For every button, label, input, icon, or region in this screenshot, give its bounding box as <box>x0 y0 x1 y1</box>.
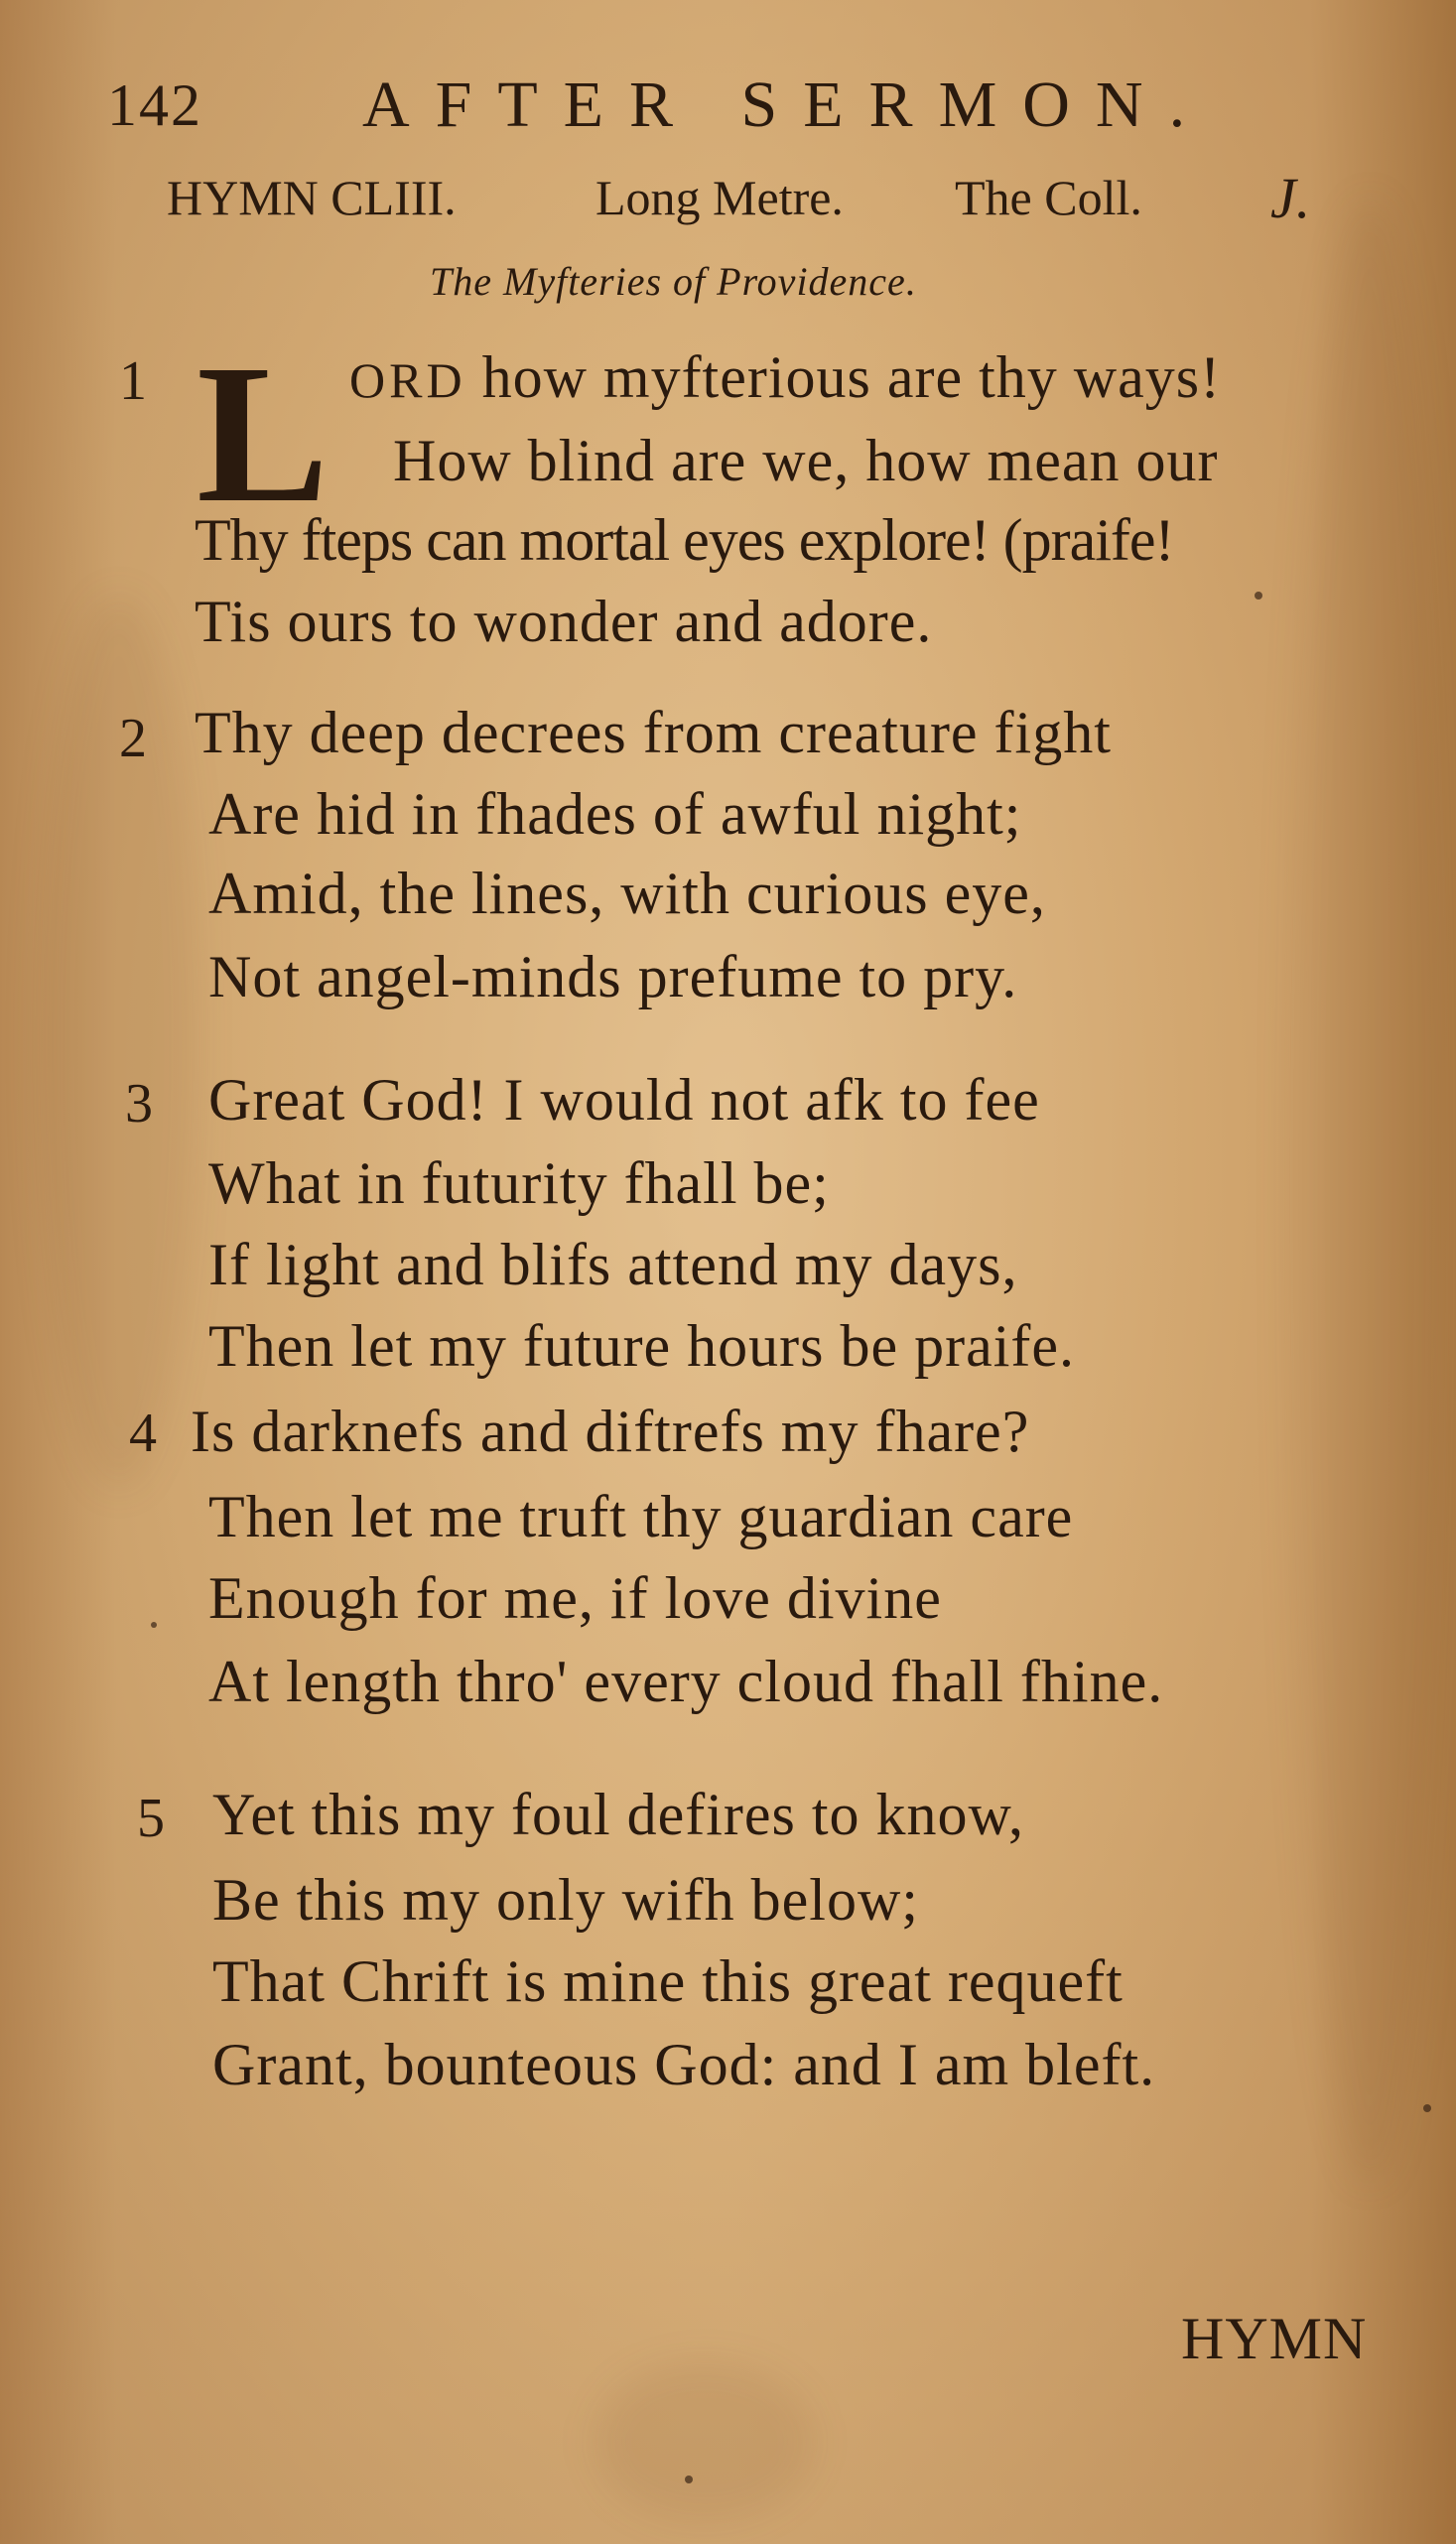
hymn-metre: Long Metre. <box>596 170 844 225</box>
verse-line: Amid, the lines, with curious eye, <box>208 861 1046 926</box>
hymn-tune: The Coll. <box>955 170 1142 225</box>
verse-line <box>349 343 1221 412</box>
verse-line: Is darknefs and diftrefs my fhare? <box>191 1399 1030 1464</box>
verse-line: If light and blifs attend my days, <box>208 1232 1018 1297</box>
verse-line: How blind are we, how mean our <box>393 428 1219 493</box>
line-text: how myfterious are thy ways! <box>465 344 1222 410</box>
hymn-mark: J. <box>1270 166 1311 230</box>
ink-fleck <box>151 1622 157 1628</box>
verse-line: Then let me truft thy guardian care <box>208 1484 1074 1549</box>
verse-line: Not angel-minds prefume to pry. <box>208 944 1018 1009</box>
verse-line: Yet this my foul defires to know, <box>212 1782 1024 1847</box>
ink-fleck <box>1255 592 1262 600</box>
verse-number: 3 <box>125 1073 153 1135</box>
edge-stain <box>1290 199 1449 2184</box>
verse-number: 2 <box>119 708 147 769</box>
verse-line: Tis ours to wonder and adore. <box>195 589 933 654</box>
ink-fleck <box>1423 2104 1431 2112</box>
verse-number: 4 <box>129 1403 157 1464</box>
ink-fleck <box>685 2476 693 2483</box>
catchword: HYMN <box>1181 2306 1368 2371</box>
verse-number: 5 <box>137 1788 165 1849</box>
verse-line: Thy deep decrees from creature fight <box>195 700 1112 765</box>
verse-line: Great God! I would not afk to fee <box>208 1067 1040 1133</box>
verse-line: Thy fteps can mortal eyes explore! (praife! <box>195 507 1174 573</box>
verse-line: Then let my future hours be praife. <box>208 1313 1076 1379</box>
verse-number: 1 <box>119 350 147 412</box>
verse-line: At length thro' every cloud fhall fhine. <box>208 1649 1164 1714</box>
lead-word: ORD <box>349 352 466 408</box>
running-head: AFTER SERMON. <box>362 68 1212 141</box>
verse-line: Be this my only wifh below; <box>212 1867 919 1933</box>
verse-line: What in futurity fhall be; <box>208 1150 830 1216</box>
hymn-number: HYMN CLIII. <box>167 170 457 225</box>
verse-line: That Chrift is mine this great requeft <box>212 1948 1124 2014</box>
verse-line: Enough for me, if love divine <box>208 1565 942 1631</box>
drop-cap: L <box>197 325 330 544</box>
verse-line: Are hid in fhades of awful night; <box>208 781 1022 847</box>
page-number: 142 <box>107 72 202 138</box>
verse-line: Grant, bounteous God: and I am bleft. <box>212 2032 1156 2097</box>
hymn-title: The Myfteries of Providence. <box>430 259 917 304</box>
bottom-stain <box>596 2362 814 2521</box>
